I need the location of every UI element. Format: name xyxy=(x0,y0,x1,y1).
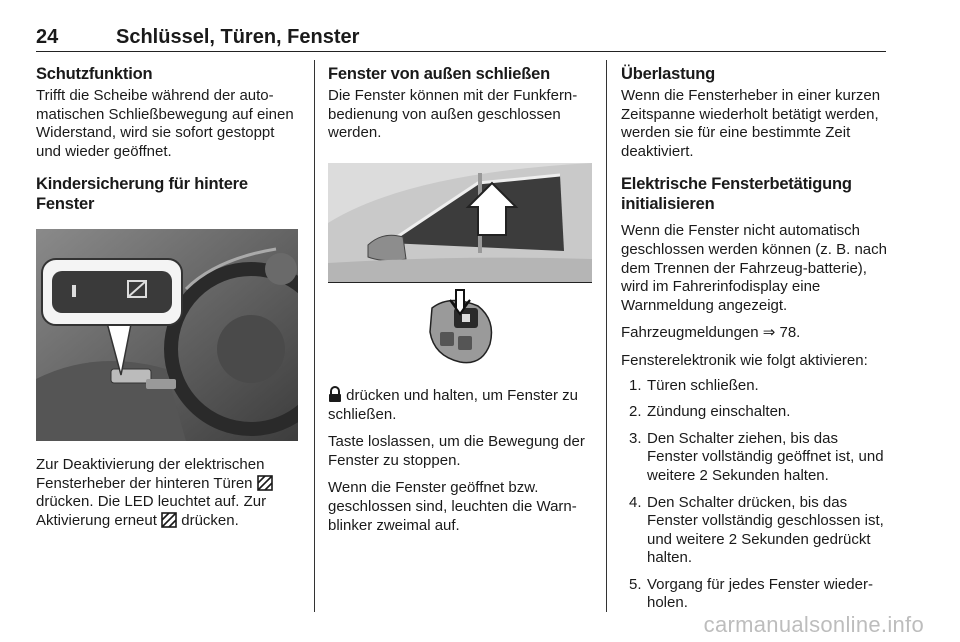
heading-ueberlastung: Überlastung xyxy=(621,65,716,83)
text-aktivieren: Fensterelektronik wie folgt aktivieren: xyxy=(621,351,868,369)
text-kindersicherung: Zur Deaktivierung der elektrischen Fensterheber der hinteren Türen drücken. Die LED leuchtet auf. Zur Aktivierung erneut drücken. xyxy=(36,456,298,530)
column-1-lower xyxy=(36,456,298,539)
text-ueberlastung: Wenn die Fensterheber in einer kurzen Zeitspanne wiederholt betätigt werden, werden sie für eine bestimmte Zeit deaktiviert. xyxy=(621,87,881,160)
heading-initialisieren: Elektrische Fensterbetätigung initialisieren xyxy=(621,175,852,214)
text-blink: Wenn die Fenster geöffnet bzw. geschlossen sind, leuchten die Warn-blinker zweimal auf. xyxy=(328,479,577,534)
figure-child-lock-switch xyxy=(36,229,298,441)
page-number: 24 xyxy=(36,26,59,48)
text-schutzfunktion: Trifft die Scheibe während der auto-matischen Schließbewegung auf einen Widerstand, wird sie sofort gestoppt und wieder geöffnet. xyxy=(36,87,294,160)
window-lock-icon xyxy=(257,475,273,491)
list-item: 5. Vorgang für jedes Fenster wieder-holen. xyxy=(629,575,873,612)
text-fahrzeugmeldungen: Fahrzeugmeldungen ⇒ 78. xyxy=(621,324,801,342)
column-2-lower xyxy=(328,386,592,544)
page-title: Schlüssel, Türen, Fenster xyxy=(116,26,360,48)
text-press-hold: drücken und halten, um Fenster zu schließen. xyxy=(328,387,578,423)
heading-fenster-aussen: Fenster von außen schließen xyxy=(328,65,550,83)
text-release: Taste loslassen, um die Bewegung der Fenster zu stoppen. xyxy=(328,433,585,469)
figure-key-fob xyxy=(420,288,510,370)
list-item: 1. Türen schließen. xyxy=(629,376,759,394)
window-lock-icon xyxy=(161,512,177,528)
column-3 xyxy=(621,64,889,621)
list-item: 4. Den Schalter drücken, bis das Fenster vollständig geschlossen ist, und weitere 2 Sekunden gedrückt halten. xyxy=(629,493,884,567)
text-initialisieren: Wenn die Fenster nicht automatisch geschlossen werden können (z. B. nach dem Trennen der Fahrzeug-batterie), wird im Fahrerinfodisplay eine Warnmeldung angezeigt. xyxy=(621,222,887,314)
watermark: carmanualsonline.info xyxy=(703,612,924,637)
heading-schutzfunktion: Schutzfunktion xyxy=(36,65,153,83)
list-item: 3. Den Schalter ziehen, bis das Fenster vollständig geöffnet ist, und weitere 2 Sekunden halten. xyxy=(629,429,884,484)
heading-kindersicherung: Kindersicherung für hintere Fenster xyxy=(36,175,248,214)
column-divider xyxy=(606,60,607,612)
figure-car-window xyxy=(328,163,592,283)
page-header xyxy=(36,26,886,52)
text-fenster-aussen: Die Fenster können mit der Funkfern-bedienung von außen geschlossen werden. xyxy=(328,87,578,142)
lock-icon xyxy=(328,386,342,403)
column-2 xyxy=(328,64,592,152)
steps-list xyxy=(621,377,889,614)
list-item: 2. Zündung einschalten. xyxy=(629,403,791,421)
column-1 xyxy=(36,64,298,217)
column-divider xyxy=(314,60,315,612)
